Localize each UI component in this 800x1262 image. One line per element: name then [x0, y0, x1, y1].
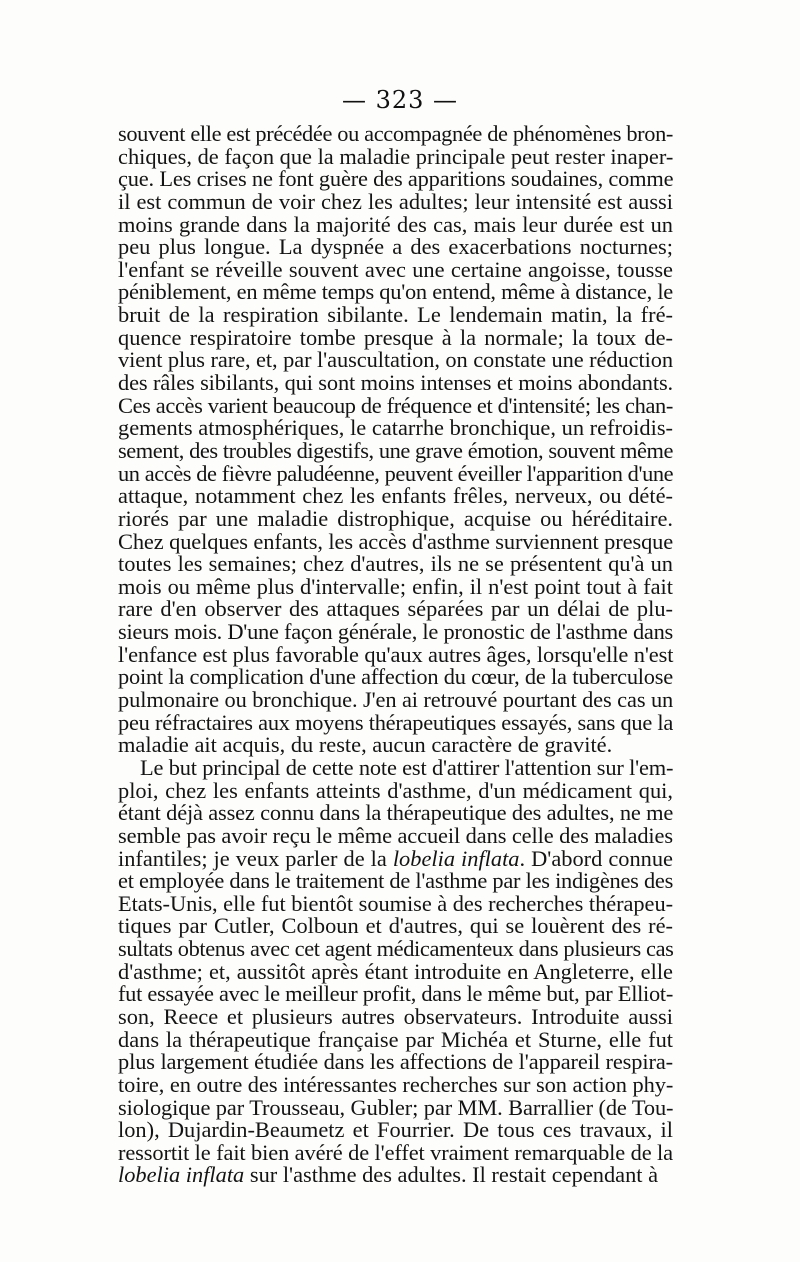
- text-line: [118, 372, 673, 395]
- line-text: sement, des troubles digestifs, une grave émotion, souvent même: [118, 437, 673, 463]
- italic-term: lobelia inflata: [392, 845, 520, 871]
- text-line: [118, 938, 673, 961]
- line-text: sieurs mois. D'une façon générale, le pronostic de l'asthme dans: [118, 619, 673, 645]
- italic-term: lobelia inflata: [118, 1162, 245, 1188]
- line-text: siologique par Trousseau, Gubler; par MM. Barrallier (de Tou-: [118, 1094, 674, 1120]
- line-text: son, Reece et plusieurs autres observateurs. Introduite aussi: [118, 1003, 673, 1029]
- line-text: sultats obtenus avec cet agent médicamenteux dans plusieurs cas: [118, 936, 674, 962]
- text-line: [118, 485, 673, 508]
- line-text: péniblement, en même temps qu'on entend, même à distance, le: [118, 279, 673, 305]
- text-line: [118, 709, 674, 735]
- line-text: sur l'asthme des adultes. Il restait cependant à: [244, 1162, 659, 1188]
- line-text: bruit de la respiration sibilante. Le lendemain matin, la fré-: [118, 302, 673, 328]
- text-line: [118, 168, 673, 191]
- line-text: attaque, notamment chez les enfants frêles, nerveux, ou dété-: [118, 483, 673, 509]
- line-text: peu réfractaires aux moyens thérapeutiques essayés, sans que la: [118, 709, 674, 735]
- line-text: vient plus rare, et, par l'auscultation, on constate une réduction: [118, 347, 673, 373]
- line-text: souvent elle est précédée ou accompagnée de phénomènes bron-: [118, 121, 673, 146]
- line-text: des râles sibilants, qui sont moins intenses et moins abondants.: [118, 370, 673, 396]
- line-text: tiques par Cutler, Colboun et d'autres, qui se louèrent des ré-: [118, 913, 673, 939]
- line-text: lon), Dujardin-Beaumetz et Fourrier. De tous ces travaux, il: [118, 1117, 673, 1143]
- line-text: maladie ait acquis, du reste, aucun caractère de gravité.: [118, 732, 613, 758]
- line-text: Chez quelques enfants, les accès d'asthme surviennent presque: [118, 528, 674, 554]
- text-line: [118, 417, 673, 440]
- line-text: toutes les semaines; chez d'autres, ils ne se présentent qu'à un: [118, 551, 673, 577]
- line-text: . D'abord connue: [519, 845, 673, 871]
- line-text: l'enfance est plus favorable qu'aux autres âges, lorsqu'elle n'est: [118, 641, 674, 667]
- line-text: ressortit le fait bien avéré de l'effet vraiment remarquable de la: [118, 1139, 673, 1165]
- text-line: [118, 666, 673, 689]
- text-line: [118, 1119, 673, 1142]
- line-text: un accès de fièvre paludéenne, peuvent éveiller l'apparition d'une: [118, 460, 674, 486]
- text-line: [118, 598, 673, 621]
- line-text: étant déjà assez connu dans la thérapeutique des adultes, ne me: [118, 800, 674, 826]
- page-number: — 323 —: [341, 86, 459, 114]
- line-text: mois ou même plus d'intervalle; enfin, il n'est point tout à fait: [118, 573, 673, 599]
- text-line: [118, 349, 673, 372]
- line-text: toire, en outre des intéressantes recherches sur son action phy-: [118, 1071, 674, 1097]
- text-line: [118, 802, 673, 825]
- line-text: d'asthme; et, aussitôt après étant introduite en Angleterre, elle: [118, 958, 673, 984]
- line-text: chiques, de façon que la maladie principale peut rester inaper-: [118, 143, 674, 169]
- line-text: quence respiratoire tombe presque à la normale; la toux de-: [118, 324, 673, 350]
- text-line: [118, 641, 674, 667]
- line-text: çue. Les crises ne font guère des apparitions soudaines, comme: [118, 166, 674, 192]
- line-text: infantiles; je veux parler de la: [118, 845, 393, 871]
- text-line: [118, 983, 673, 1006]
- text-line: [118, 304, 673, 327]
- text-line: [118, 236, 673, 259]
- text-line: [118, 777, 673, 803]
- text-line: [118, 324, 673, 350]
- line-text: il est commun de voir chez les adultes; leur intensité est aussi: [118, 188, 673, 214]
- text-line: [118, 553, 673, 576]
- text-line: [118, 437, 673, 463]
- text-line: [118, 870, 673, 893]
- text-line: [118, 689, 673, 712]
- text-line: [118, 1051, 673, 1074]
- text-line: [118, 573, 673, 599]
- text-line: [118, 1164, 673, 1187]
- line-text: et employée dans le traitement de l'asthme par les indigènes des: [118, 868, 674, 894]
- text-line: [118, 1139, 673, 1165]
- line-text: rare d'en observer des attaques séparées par un délai de plu-: [118, 596, 673, 622]
- text-line: [118, 505, 673, 531]
- text-line: [118, 754, 674, 780]
- text-line: [118, 188, 673, 214]
- text-line: [118, 256, 673, 282]
- line-text: Etats-Unis, elle fut bientôt soumise à des recherches thérapeu-: [118, 890, 673, 916]
- text-line: [118, 915, 673, 938]
- text-line: [118, 392, 673, 418]
- text-line: [118, 281, 673, 304]
- line-text: semble pas avoir reçu le même accueil dans celle des maladies: [118, 822, 673, 848]
- text-line: [118, 1026, 673, 1052]
- line-text: l'enfant se réveille souvent avec une certaine angoisse, tousse: [118, 256, 673, 282]
- line-text: Ces accès varient beaucoup de fréquence et d'intensité; les chan-: [118, 392, 673, 418]
- line-text: plus largement étudiée dans les affections de l'appareil respira-: [118, 1049, 673, 1075]
- text-line: [118, 211, 673, 237]
- line-text: Le but principal de cette note est d'attirer l'attention sur l'em-: [140, 754, 674, 780]
- text-line: [118, 528, 674, 554]
- text-line: [118, 822, 673, 848]
- text-line: [118, 845, 673, 871]
- text-line: [118, 958, 673, 984]
- text-line: [118, 621, 673, 644]
- text-line: [118, 460, 674, 486]
- line-text: peu plus longue. La dyspnée a des exacerbations nocturnes;: [118, 234, 673, 260]
- text-line: [118, 734, 673, 757]
- line-text: dans la thérapeutique française par Michéa et Sturne, elle fut: [118, 1026, 673, 1052]
- line-text: point la complication d'une affection du cœur, de la tuberculose: [118, 664, 673, 690]
- text-line: [118, 1094, 674, 1120]
- line-text: riorés par une maladie distrophique, acquise ou héréditaire.: [118, 505, 673, 531]
- text-line: [118, 1071, 674, 1097]
- text-line: [118, 1003, 673, 1029]
- line-text: ploi, chez les enfants atteints d'asthme, d'un médicament qui,: [118, 777, 673, 803]
- text-line: [118, 890, 673, 916]
- line-text: gements atmosphériques, le catarrhe bronchique, un refroidis-: [118, 415, 673, 441]
- text-line: [118, 123, 673, 146]
- body-text: [118, 123, 673, 1187]
- line-text: moins grande dans la majorité des cas, mais leur durée est un: [118, 211, 673, 237]
- line-text: fut essayée avec le meilleur profit, dans le même but, par Elliot-: [118, 981, 673, 1007]
- line-text: pulmonaire ou bronchique. J'en ai retrouvé pourtant des cas un: [118, 687, 674, 713]
- text-line: [118, 143, 674, 169]
